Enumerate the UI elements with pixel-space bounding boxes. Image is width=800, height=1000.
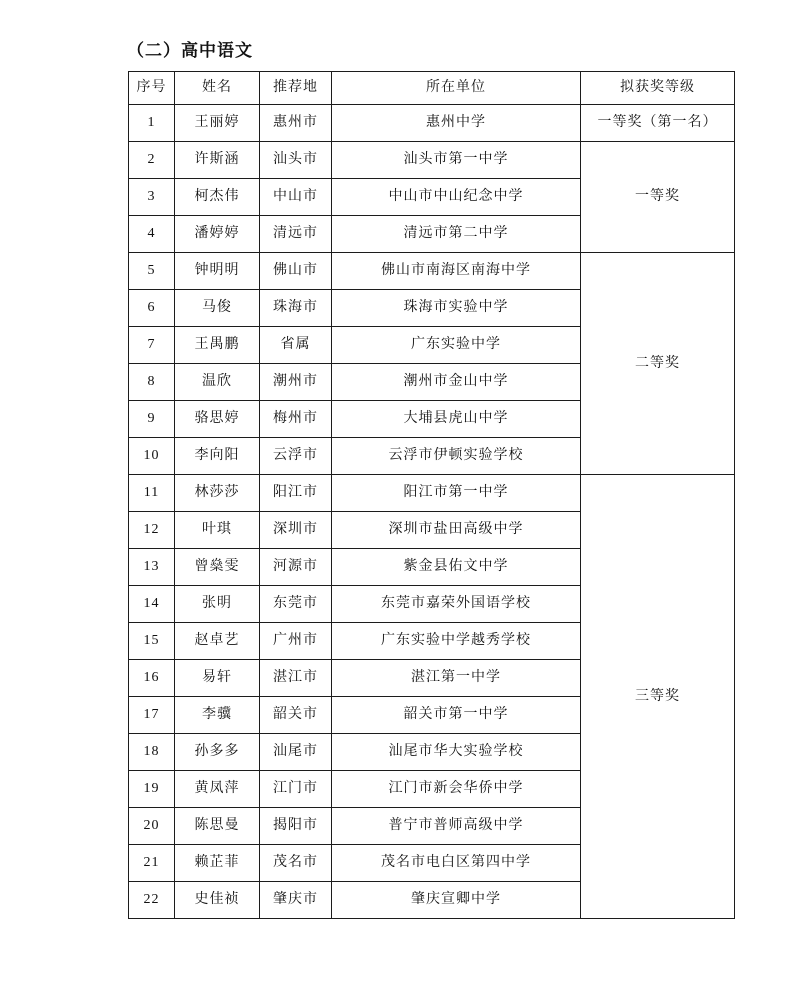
cell-no: 10 — [129, 438, 175, 475]
cell-name: 叶琪 — [175, 512, 260, 549]
cell-city: 江门市 — [260, 771, 332, 808]
cell-city: 东莞市 — [260, 586, 332, 623]
cell-name: 潘婷婷 — [175, 216, 260, 253]
cell-name: 王丽婷 — [175, 105, 260, 142]
cell-school: 普宁市普师高级中学 — [332, 808, 581, 845]
cell-no: 9 — [129, 401, 175, 438]
cell-school: 深圳市盐田高级中学 — [332, 512, 581, 549]
cell-no: 14 — [129, 586, 175, 623]
table-header — [129, 72, 735, 105]
cell-name: 赖芷菲 — [175, 845, 260, 882]
cell-no: 2 — [129, 142, 175, 179]
cell-no: 3 — [129, 179, 175, 216]
cell-award-grade: 三等奖 — [581, 475, 735, 919]
cell-school: 江门市新会华侨中学 — [332, 771, 581, 808]
cell-city: 梅州市 — [260, 401, 332, 438]
cell-no: 21 — [129, 845, 175, 882]
cell-school: 肇庆宣卿中学 — [332, 882, 581, 919]
cell-name: 赵卓艺 — [175, 623, 260, 660]
cell-name: 钟明明 — [175, 253, 260, 290]
cell-no: 8 — [129, 364, 175, 401]
cell-city: 湛江市 — [260, 660, 332, 697]
cell-name: 黄凤萍 — [175, 771, 260, 808]
cell-name: 马俊 — [175, 290, 260, 327]
cell-name: 李向阳 — [175, 438, 260, 475]
cell-city: 潮州市 — [260, 364, 332, 401]
cell-city: 省属 — [260, 327, 332, 364]
table-row — [129, 475, 735, 512]
cell-no: 11 — [129, 475, 175, 512]
cell-city: 河源市 — [260, 549, 332, 586]
cell-city: 清远市 — [260, 216, 332, 253]
column-header: 所在单位 — [332, 72, 581, 105]
cell-school: 佛山市南海区南海中学 — [332, 253, 581, 290]
cell-city: 佛山市 — [260, 253, 332, 290]
cell-school: 惠州中学 — [332, 105, 581, 142]
cell-school: 珠海市实验中学 — [332, 290, 581, 327]
cell-name: 温欣 — [175, 364, 260, 401]
cell-city: 阳江市 — [260, 475, 332, 512]
cell-no: 5 — [129, 253, 175, 290]
cell-school: 汕尾市华大实验学校 — [332, 734, 581, 771]
cell-name: 骆思婷 — [175, 401, 260, 438]
cell-school: 云浮市伊顿实验学校 — [332, 438, 581, 475]
cell-city: 茂名市 — [260, 845, 332, 882]
cell-name: 柯杰伟 — [175, 179, 260, 216]
cell-no: 12 — [129, 512, 175, 549]
column-header: 拟获奖等级 — [581, 72, 735, 105]
cell-school: 汕头市第一中学 — [332, 142, 581, 179]
cell-city: 肇庆市 — [260, 882, 332, 919]
cell-school: 茂名市电白区第四中学 — [332, 845, 581, 882]
table-body — [129, 105, 735, 919]
cell-city: 云浮市 — [260, 438, 332, 475]
cell-no: 17 — [129, 697, 175, 734]
cell-name: 张明 — [175, 586, 260, 623]
cell-award-grade: 一等奖（第一名） — [581, 105, 735, 142]
cell-no: 18 — [129, 734, 175, 771]
cell-city: 汕头市 — [260, 142, 332, 179]
table-row — [129, 253, 735, 290]
cell-school: 东莞市嘉荣外国语学校 — [332, 586, 581, 623]
cell-no: 4 — [129, 216, 175, 253]
table-row — [129, 105, 735, 142]
cell-no: 13 — [129, 549, 175, 586]
cell-school: 韶关市第一中学 — [332, 697, 581, 734]
section-title: （二）高中语文 — [127, 41, 253, 60]
cell-name: 李骥 — [175, 697, 260, 734]
cell-no: 20 — [129, 808, 175, 845]
column-header: 姓名 — [175, 72, 260, 105]
cell-city: 惠州市 — [260, 105, 332, 142]
cell-city: 汕尾市 — [260, 734, 332, 771]
cell-name: 许斯涵 — [175, 142, 260, 179]
cell-school: 中山市中山纪念中学 — [332, 179, 581, 216]
cell-city: 中山市 — [260, 179, 332, 216]
cell-city: 珠海市 — [260, 290, 332, 327]
cell-school: 湛江第一中学 — [332, 660, 581, 697]
column-header: 推荐地 — [260, 72, 332, 105]
cell-no: 6 — [129, 290, 175, 327]
cell-name: 曾燊雯 — [175, 549, 260, 586]
cell-no: 22 — [129, 882, 175, 919]
cell-name: 王禺鹏 — [175, 327, 260, 364]
cell-award-grade: 二等奖 — [581, 253, 735, 475]
column-header: 序号 — [129, 72, 175, 105]
cell-name: 史佳祯 — [175, 882, 260, 919]
cell-school: 阳江市第一中学 — [332, 475, 581, 512]
cell-name: 易轩 — [175, 660, 260, 697]
table-row — [129, 142, 735, 179]
cell-school: 广东实验中学 — [332, 327, 581, 364]
cell-city: 揭阳市 — [260, 808, 332, 845]
cell-no: 7 — [129, 327, 175, 364]
cell-no: 19 — [129, 771, 175, 808]
award-table — [128, 71, 735, 919]
cell-school: 紫金县佑文中学 — [332, 549, 581, 586]
cell-no: 1 — [129, 105, 175, 142]
cell-award-grade: 一等奖 — [581, 142, 735, 253]
cell-school: 潮州市金山中学 — [332, 364, 581, 401]
cell-school: 清远市第二中学 — [332, 216, 581, 253]
cell-school: 大埔县虎山中学 — [332, 401, 581, 438]
cell-city: 广州市 — [260, 623, 332, 660]
cell-name: 孙多多 — [175, 734, 260, 771]
cell-school: 广东实验中学越秀学校 — [332, 623, 581, 660]
header-row — [129, 72, 735, 105]
cell-name: 陈思曼 — [175, 808, 260, 845]
cell-no: 15 — [129, 623, 175, 660]
cell-no: 16 — [129, 660, 175, 697]
cell-name: 林莎莎 — [175, 475, 260, 512]
cell-city: 韶关市 — [260, 697, 332, 734]
cell-city: 深圳市 — [260, 512, 332, 549]
